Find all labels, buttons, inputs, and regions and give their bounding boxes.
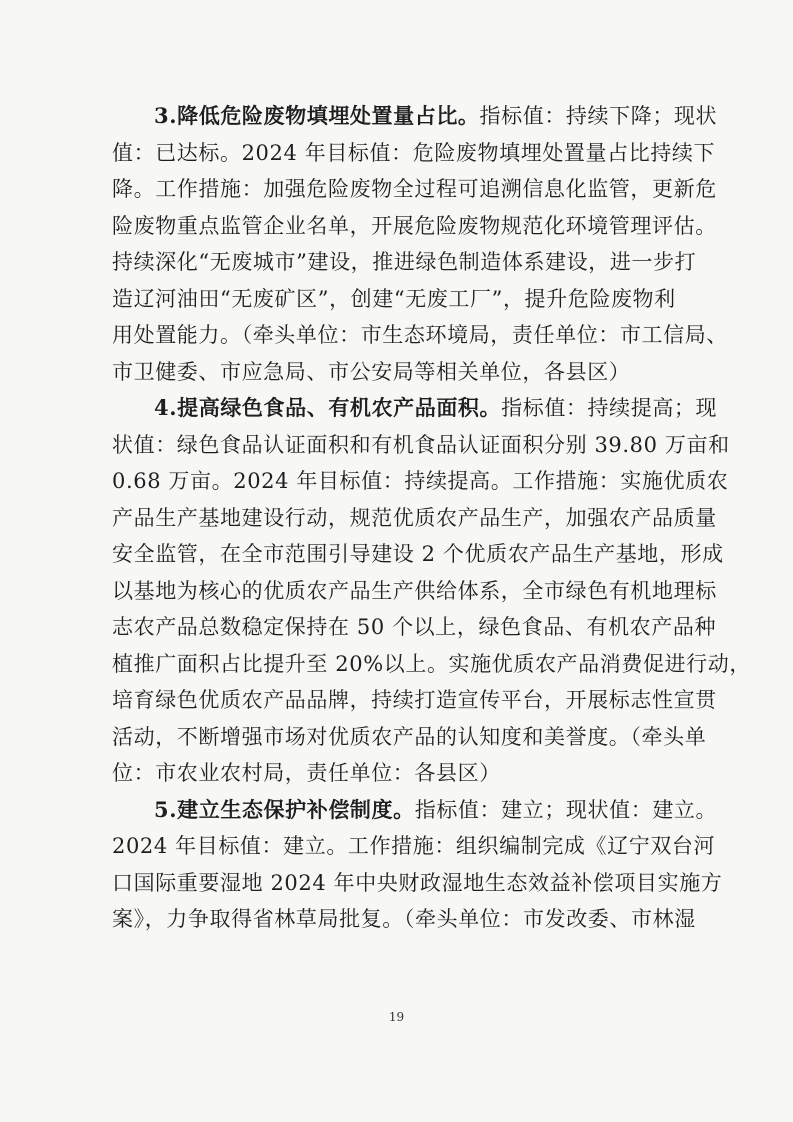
paragraph-line: 险废物重点监管企业名单，开展危险废物规范化环境管理评估。 bbox=[112, 213, 717, 238]
paragraph-line: 5.建立生态保护补偿制度。指标值：建立；现状值：建立。 bbox=[154, 796, 718, 822]
paragraph-line: 活动，不断增强市场对优质农产品的认知度和美誉度。（牵头单 bbox=[112, 724, 707, 749]
paragraph-line: 4.提高绿色食品、有机农产品面积。指标值：持续提高；现 bbox=[154, 395, 718, 420]
page-number: 19 bbox=[388, 1010, 405, 1024]
paragraph-hazardous-waste bbox=[112, 98, 728, 390]
paragraph-line: 口国际重要湿地 2024 年中央财政湿地生态效益补偿项目实施方 bbox=[112, 870, 723, 895]
paragraph-line: 0.68 万亩。2024 年目标值：持续提高。工作措施：实施优质农 bbox=[112, 469, 729, 493]
paragraph-line: 持续深化“无废城市”建设，推进绿色制造体系建设，进一步打 bbox=[112, 250, 697, 274]
paragraph-heading: 4.提高绿色食品、有机农产品面积。 bbox=[154, 395, 502, 420]
paragraph-line: 培育绿色优质农产品品牌，持续打造宣传平台，开展标志性宣贯 bbox=[112, 688, 717, 712]
paragraph-heading: 3.降低危险废物填埋处置量占比。 bbox=[154, 103, 480, 128]
paragraph-line: 3.降低危险废物填埋处置量占比。指标值：持续下降；现状 bbox=[154, 103, 718, 128]
paragraph-line: 安全监管，在全市范围引导建设 2 个优质农产品生产基地，形成 bbox=[112, 542, 724, 566]
paragraph-line: 2024 年目标值：建立。工作措施：组织编制完成《辽宁双台河 bbox=[112, 834, 716, 858]
paragraph-line: 造辽河油田“无废矿区”，创建“无废工厂”，提升危险废物利 bbox=[112, 286, 676, 311]
paragraph-line: 产品生产基地建设行动，规范优质农产品生产，加强农产品质量 bbox=[112, 505, 717, 530]
paragraph-line: 志农产品总数稳定保持在 50 个以上，绿色食品、有机农产品种 bbox=[112, 615, 717, 639]
paragraph-line: 案》，力争取得省林草局批复。（牵头单位：市发改委、市林湿 bbox=[112, 907, 696, 931]
paragraph-line: 位：市农业农村局，责任单位：各县区） bbox=[112, 761, 501, 785]
paragraph-line: 值：已达标。2024 年目标值：危险废物填埋处置量占比持续下 bbox=[112, 140, 716, 165]
paragraph-line: 市卫健委、市应急局、市公安局等相关单位，各县区） bbox=[112, 359, 631, 384]
document-body bbox=[112, 98, 751, 938]
paragraph-line: 状值：绿色食品认证面积和有机食品认证面积分别 39.80 万亩和 bbox=[112, 432, 730, 457]
paragraph-eco-compensation bbox=[112, 792, 723, 938]
paragraph-line: 以基地为核心的优质农产品生产供给体系，全市绿色有机地理标 bbox=[112, 578, 717, 603]
paragraph-line: 用处置能力。（牵头单位：市生态环境局，责任单位：市工信局、 bbox=[112, 323, 728, 347]
paragraph-line: 降。工作措施：加强危险废物全过程可追溯信息化监管，更新危 bbox=[112, 177, 717, 201]
paragraph-line: 植推广面积占比提升至 20%以上。实施优质农产品消费促进行动， bbox=[112, 651, 751, 676]
paragraph-green-food bbox=[112, 390, 751, 792]
paragraph-heading: 5.建立生态保护补偿制度。 bbox=[154, 796, 415, 822]
